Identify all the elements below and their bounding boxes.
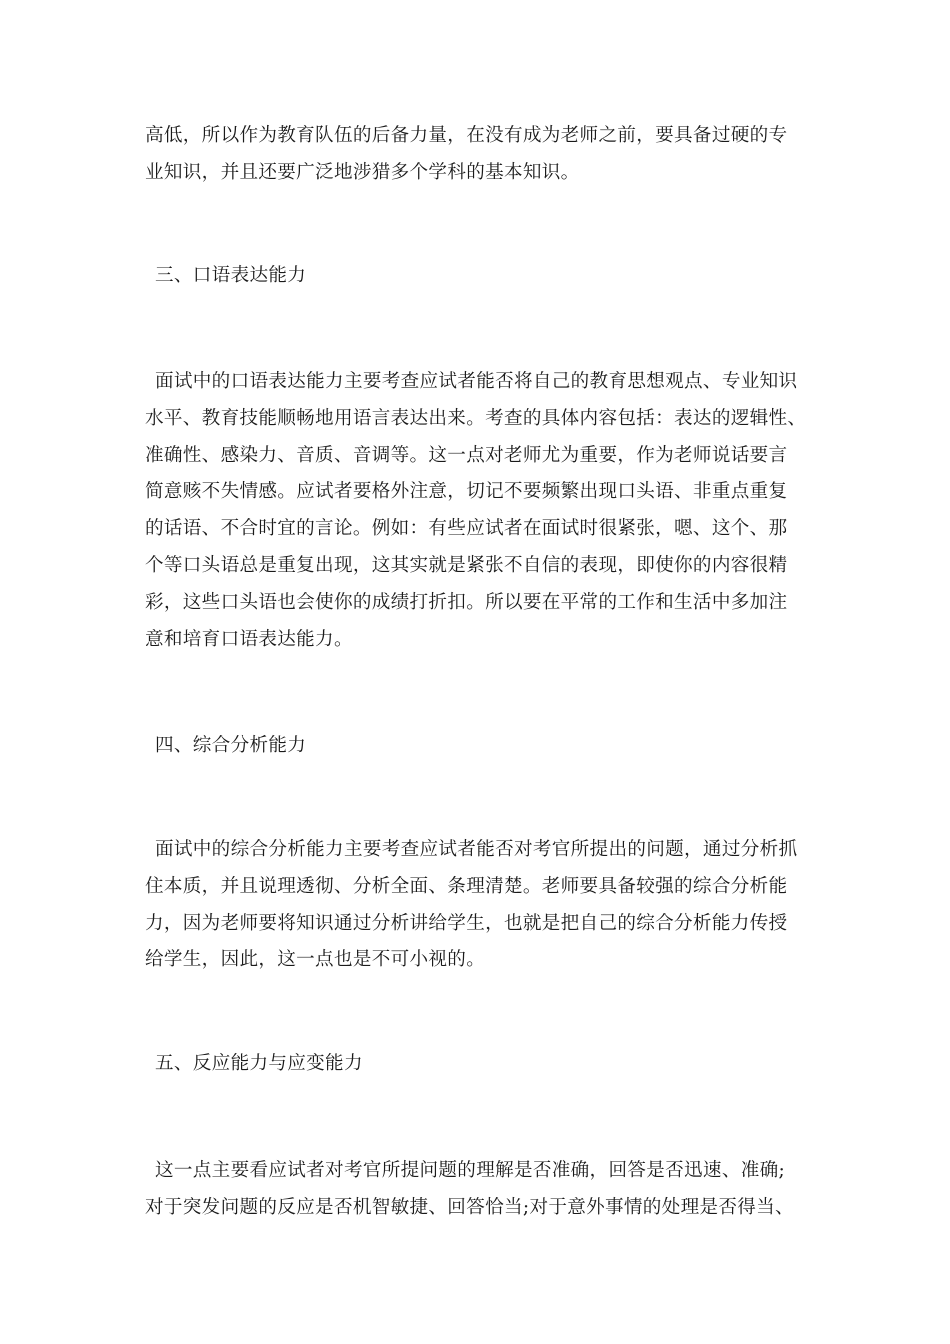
paragraph-section-5 xyxy=(145,1153,813,1227)
section-heading-5: 五、反应能力与应变能力 xyxy=(155,1053,363,1074)
paragraph-line: 彩，这些口头语也会使你的成绩打折扣。所以要在平常的工作和生活中多加注 xyxy=(145,591,788,613)
paragraph-line: 住本质，并且说理透彻、分析全面、条理清楚。老师要具备较强的综合分析能 xyxy=(145,875,788,897)
paragraph-line: 准确性、感染力、音质、音调等。这一点对老师尤为重要，作为老师说话要言 xyxy=(145,444,788,466)
paragraph-line: 对于突发问题的反应是否机智敏捷、回答恰当;对于意外事情的处理是否得当、 xyxy=(145,1196,794,1218)
section-heading-4: 四、综合分析能力 xyxy=(155,735,307,756)
paragraph-line: 的话语、不合时宜的言论。例如：有些应试者在面试时很紧张，嗯、这个、那 xyxy=(145,518,788,540)
paragraph-line: 个等口头语总是重复出现，这其实就是紧张不自信的表现，即使你的内容很精 xyxy=(145,554,788,576)
paragraph-line: 意和培育口语表达能力。 xyxy=(145,628,353,650)
paragraph-section-4 xyxy=(145,832,813,979)
paragraph-section-3 xyxy=(145,364,813,658)
paragraph-line: 面试中的综合分析能力主要考查应试者能否对考官所提出的问题，通过分析抓 xyxy=(155,839,798,860)
paragraph-line: 水平、教育技能顺畅地用语言表达出来。考查的具体内容包括：表达的逻辑性、 xyxy=(145,407,807,429)
paragraph-line: 高低，所以作为教育队伍的后备力量，在没有成为老师之前，要具备过硬的专 xyxy=(145,125,788,146)
paragraph-line: 业知识，并且还要广泛地涉猎多个学科的基本知识。 xyxy=(145,161,580,183)
paragraph-line: 给学生，因此，这一点也是不可小视的。 xyxy=(145,949,486,971)
paragraph-line: 面试中的口语表达能力主要考查应试者能否将自己的教育思想观点、专业知识 xyxy=(155,371,798,392)
paragraph-intro xyxy=(145,118,813,192)
section-heading-3: 三、口语表达能力 xyxy=(155,265,307,286)
paragraph-line: 简意赅不失情感。应试者要格外注意，切记不要频繁出现口头语、非重点重复 xyxy=(145,481,788,503)
paragraph-line: 这一点主要看应试者对考官所提问题的理解是否准确，回答是否迅速、准确; xyxy=(155,1160,786,1181)
paragraph-line: 力，因为老师要将知识通过分析讲给学生，也就是把自己的综合分析能力传授 xyxy=(145,912,788,934)
